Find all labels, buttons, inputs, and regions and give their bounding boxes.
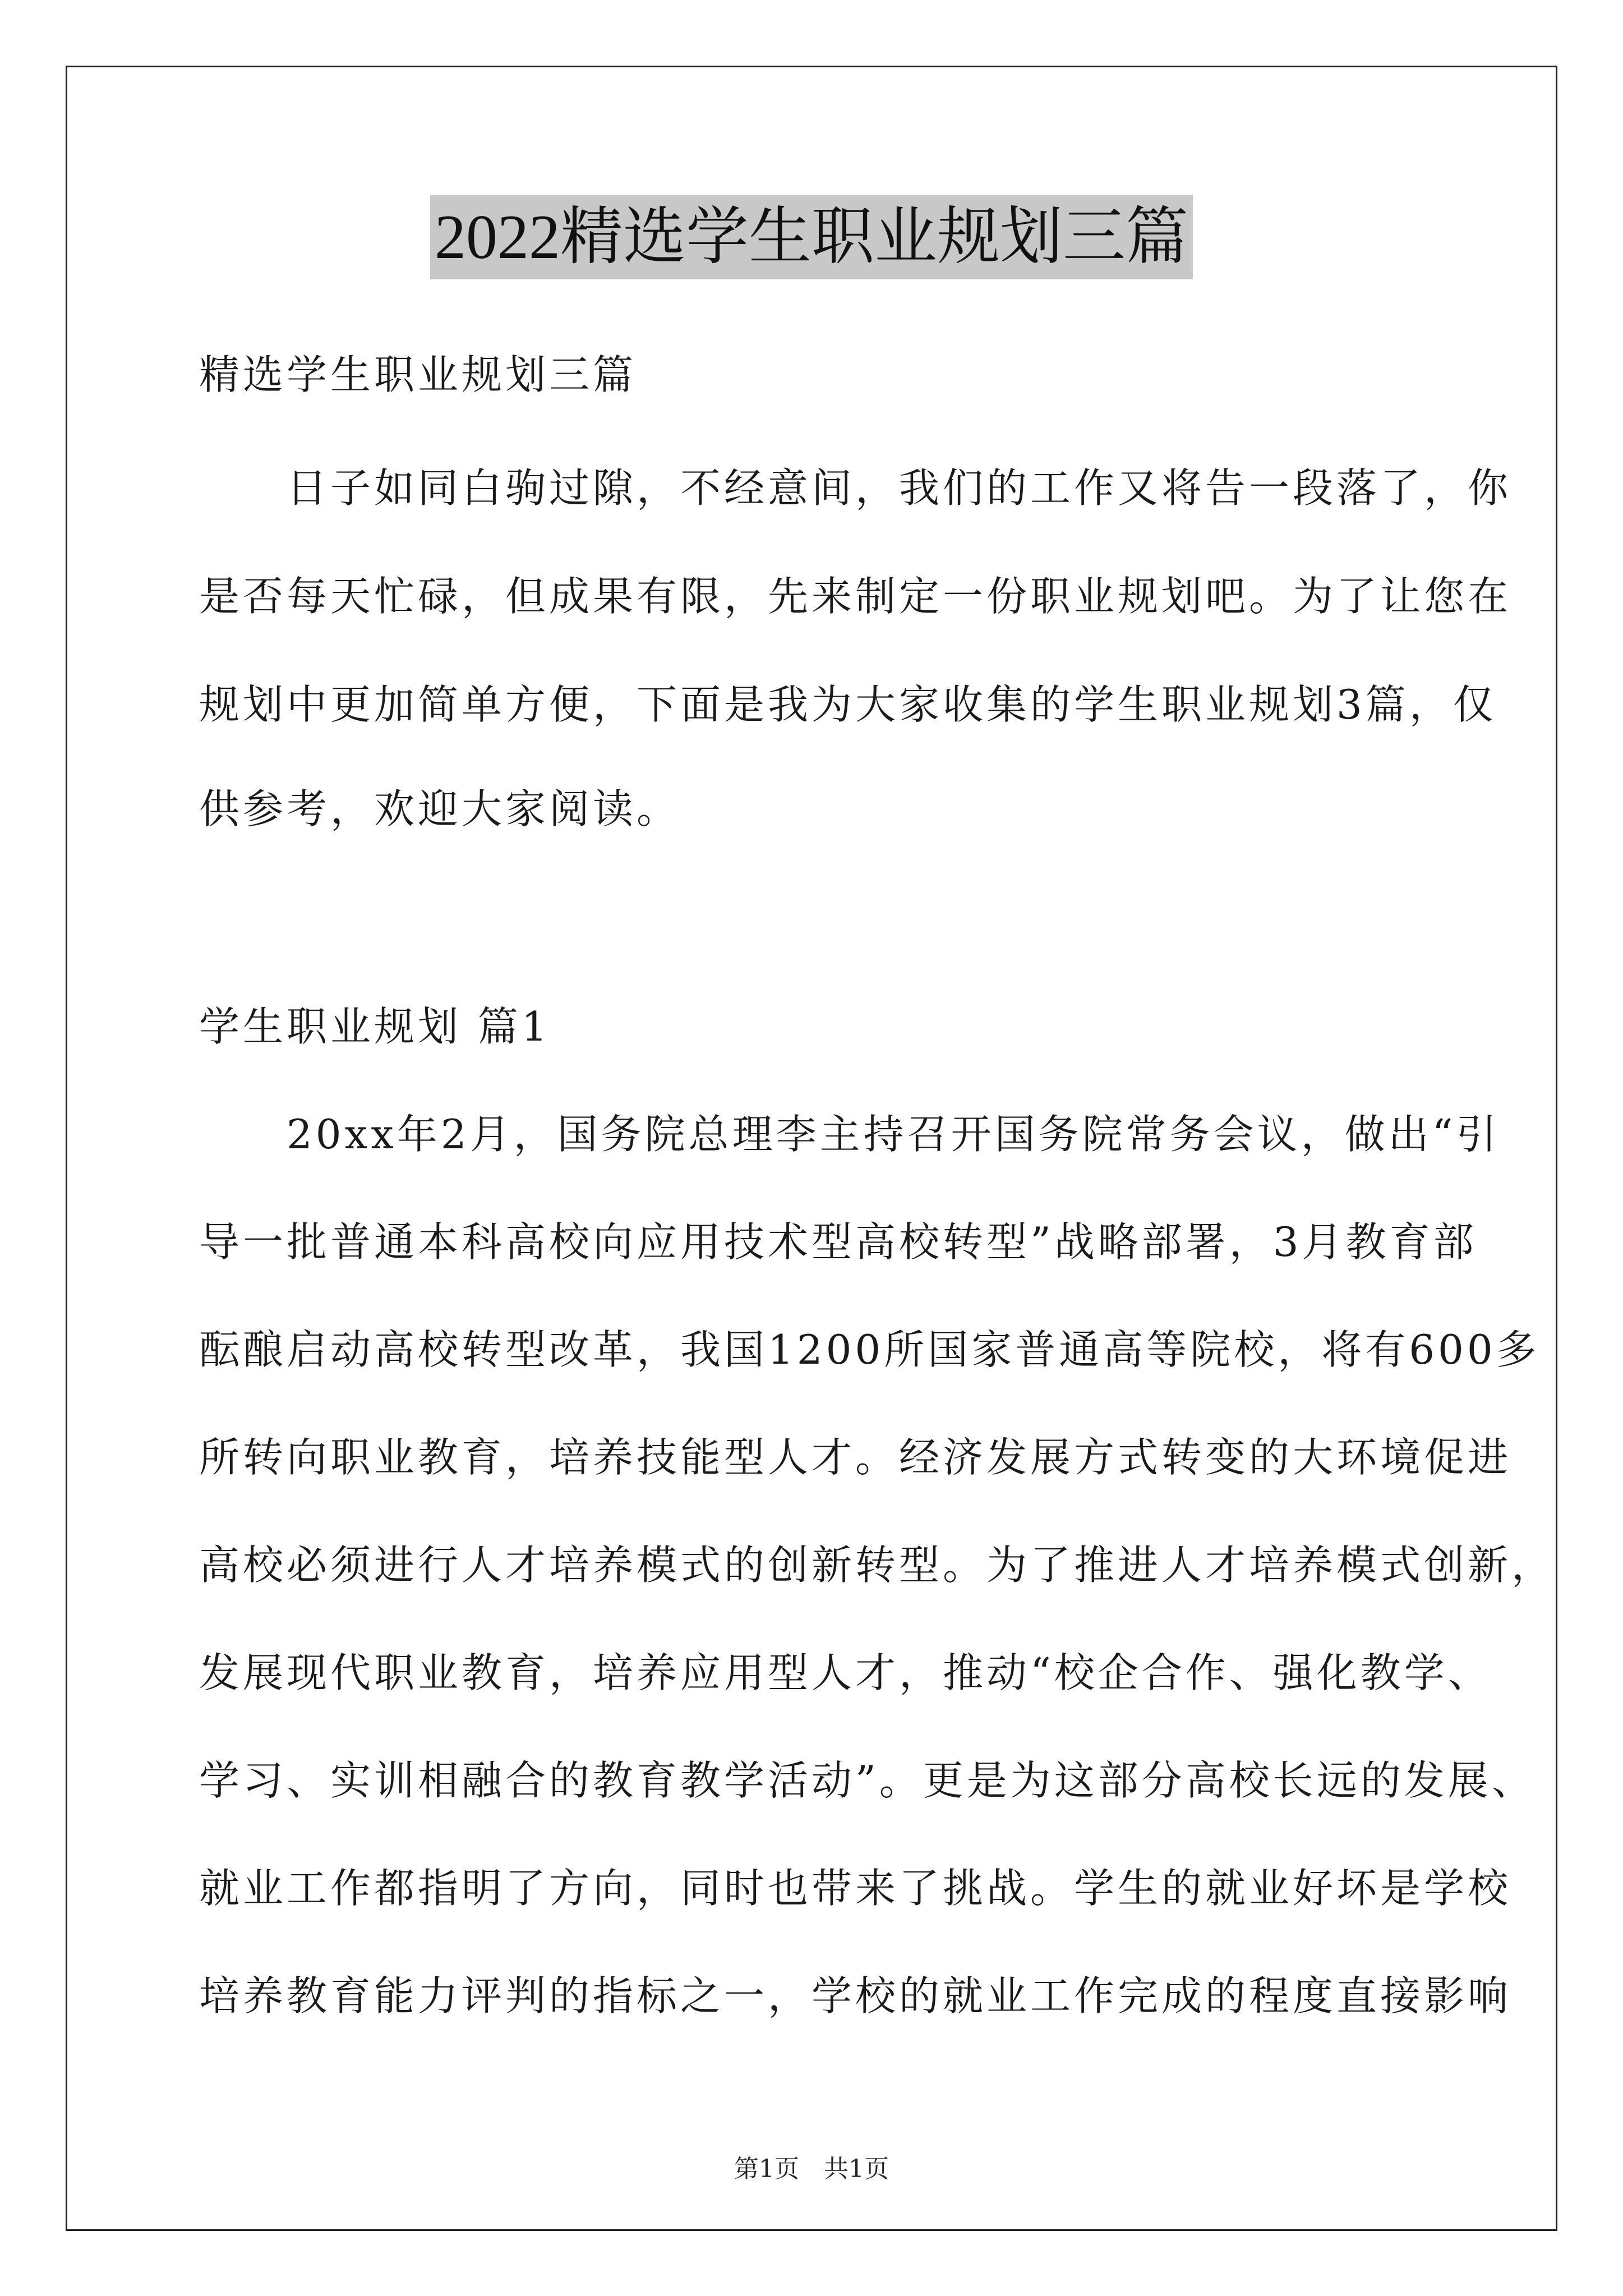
section-line: 导一批普通本科高校向应用技术型高校转型”战略部署，3月教育部 [199, 1218, 1477, 1266]
document-subtitle: 精选学生职业规划三篇 [199, 351, 637, 398]
document-title: 2022精选学生职业规划三篇 [430, 195, 1193, 279]
intro-line: 日子如同白驹过隙，不经意间，我们的工作又将告一段落了，你 [199, 464, 1512, 512]
section-line: 学习、实训相融合的教育教学活动”。更是为这部分高校长远的发展、 [199, 1757, 1536, 1804]
section-line: 酝酿启动高校转型改革，我国1200所国家普通高等院校，将有600多 [199, 1326, 1540, 1373]
page-footer: 第1页 共1页 [734, 2155, 889, 2183]
section-heading: 学生职业规划 篇1 [199, 1003, 551, 1050]
section-line: 20xx年2月，国务院总理李主持召开国务院常务会议，做出“引 [199, 1111, 1500, 1158]
intro-line: 规划中更加简单方便，下面是我为大家收集的学生职业规划3篇，仅 [199, 681, 1497, 728]
intro-line: 是否每天忙碌，但成果有限，先来制定一份职业规划吧。为了让您在 [199, 573, 1512, 620]
intro-line: 供参考，欢迎大家阅读。 [199, 785, 681, 832]
section-line: 培养教育能力评判的指标之一，学校的就业工作完成的程度直接影响 [199, 1972, 1512, 2019]
section-line: 就业工作都指明了方向，同时也带来了挑战。学生的就业好坏是学校 [199, 1865, 1512, 1912]
section-line: 高校必须进行人才培养模式的创新转型。为了推进人才培养模式创新， [199, 1542, 1556, 1589]
title-area [0, 195, 1623, 279]
section-line: 所转向职业教育，培养技能型人才。经济发展方式转变的大环境促进 [199, 1434, 1512, 1481]
section-line: 发展现代职业教育，培养应用型人才，推动“校企合作、强化教学、 [199, 1649, 1492, 1696]
